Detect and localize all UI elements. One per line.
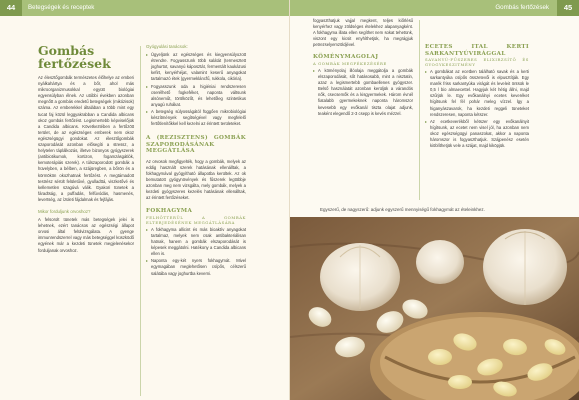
right-page-number: 45 [557, 0, 579, 16]
list-item: ▸ A köményolaj illóolaja meggátolja a gombák elszaporodását, sőt hatásosabb, mint a nisztatin, azaz a legismertebb gombaellenes gyógyszer. Belső használatát azonban kerüljük a várandós nők, csecsemők és a kisgyermekek. Három évnél fiatalabb gyermekeknek naponta háromszor kevesebb egy evőkanál tiszta olajat adjunk, teaként elegendő 2-3 csepp is kevés mézzel. [313, 68, 413, 117]
garlic-heading: FOKHAGYMA [146, 208, 193, 215]
list-item: ▸ Naponta egy-két nyers fokhagymát. Mivel egymagában meglehetősen csípős, célszerű salátába vagy joghurtba keverni. [146, 258, 246, 276]
vinegar-drink-list [425, 69, 529, 149]
list-item: ▸ Ügyeljünk az egészséges és kiegyensúlyozott étrendre. Fogyasszunk több salátát (termesztett joghurtot, savanyú káposztát, fermentált kaukázusi kefirt, kenyérhéjat, valamint keserű anyagokat tartalmazó étek (gyermekláncfű, rukkola, cikória). [146, 52, 246, 82]
left-page-number: 44 [0, 0, 22, 16]
left-running-header [0, 0, 289, 16]
right-column-2 [425, 44, 529, 151]
caraway-oil-list [313, 68, 413, 117]
doctor-subhead: Mikor forduljunk orvoshoz? [38, 208, 91, 214]
photo-caption: Egyszerű, de nagyszerű: adjunk egyszerű mennyiségű fokhagymát az ételeinkhez. [320, 207, 485, 212]
intro-paragraph: Az élesztőgombák természetes élőhelye az emberi nyálkahártya és a bőr, ahol más mikroorganizmusokkal együtt biológiai egyensúlyban élnek. Az utóbbi években azonban megnőtt a gombás eredetű betegségek (mikózisok) száma. Az emberekkel általában a több mint egy tucat faj közül leggyakrabban a Candida albicans okoz gombás fertőzést. Legismertebb képviselőjük a Candida albicans. Következtében a fertőzött terület, de az egészséges emberek nem okoz egészségügyi gondokat. Az élesztőgombák szaporodását azonban elősegíti a stressz, a helytelen táplálkozás, illetve bizonyos gyógyszerek (antibiotikumok, kortizon, fogamzásgátlók, kemoterápiás szerek). A túlszaporodott gombák a hüvelyben, a bélben, a szájüregben, a bőrön és a körmökön okozhatnak fertőzést. A megtámadott testrész sérült felületűvé, gyulladttá, viszketővé és kellemetlen szagúvá válik. Gyakori tünetek a fáradtság, a puffadás, felfúvódás, hasmenés, levertség, az ízületi fájdalmak és fejfájás. [38, 75, 134, 202]
right-column-1 [313, 18, 413, 119]
garlic-subheading: FELHŐTTERÜL A GOMBÁK ELTERJEDÉSÉNEK MEGGÁTLÁSÁRA [146, 214, 246, 225]
column-divider [419, 20, 420, 200]
list-item: ▸ Az ecetkeverékből kétszer egy evőkanálnyit hígítsunk, az ecetet nem visel jól, ha azonban nem okoz egészségügyi panaszokat, akkor a naponta háromszor is fogyaszthatjuk. Szájpenész esetén kiöblíthetjük vele a szájat, majd kiköpjük. [425, 119, 529, 149]
healing-tips-subhead: Gyógyulási tanácsok: [146, 44, 188, 49]
list-item: ▸ A gombákat az ecetben található savak és a kerti sarkantyúka csípős összetevői is elpusztítják. Egy marék friss sarkantyúka virágát és leveleit öntsük le 0,5 l bio almaecettel. Hagyjuk két hétig állni, majd szűrjük le. Egy evőkanálnyi ecetes keveréket hígítsunk fel fél pohár meleg vízzel. Így a higanyászavarok, ha kezdeti reggeli tüneteket rendszeresen, naponta kétszer. [425, 69, 529, 118]
resistant-fungi-heading: A (REZISZTENS) GOMBÁK SZAPORODÁSÁNAK MEGGÁTLÁSA [146, 135, 246, 155]
list-item: ▸ A betegség súlyosságától függően mikrobiológiai készítmények segítségével vagy megfelelő fertőtlenítőkkel kell kezelni az érintett területeket. [146, 109, 246, 127]
vinegar-drink-subheading: SAVANYÚ-FŰSZERES ELIXIRZSÍTŐ ÉS GYOGYKESZITMÉNY [425, 57, 529, 67]
page-title [38, 44, 134, 70]
garlic-illustration [290, 217, 579, 400]
resistant-fungi-paragraph: Az orvosok megfigyelték, hogy a gombák, melyek az eddig használt szerek hatásának ellenálltak, a fokhagymával gyógyítható állapotba kerültek. Az ok bemutatott gyógynövények és fűszerek legtöbbje azonban meg nem vizsgálta, mely gombák, melyek a kezdeti gyógyszeres kezelés hatásának ellenálltak, az érintett fertőzéseket. [146, 158, 246, 201]
caraway-oil-subheading: A GOMBÁK MEGFÉKEZÉSÉRE [313, 60, 387, 66]
garlic-continued-paragraph: fogyaszthatjuk vajjal megkent, teljes kiőrlésű kenyérhez vagy zöldséges ételekhez alapanyagként. A fokhagyma illata ellen segíthet nem sokat tehetünk, viszont egy kicsit enyhíthetjük, ha megrágjuk petrezselyemzöldjével. [313, 18, 413, 48]
garlic-photo [290, 217, 579, 400]
left-column-2 [146, 44, 246, 279]
healing-tips-list [146, 52, 246, 127]
column-divider [140, 46, 141, 396]
list-item: ▸ A fokhagyma allicint és más bioaktív anyagokat tartalmaz, melyek nem csak antibakteriálisan hatnak, hanem a gombák elszaporodását is képesek meggátolni. Hatékony a Candida albicans ellen is. [146, 227, 246, 257]
caraway-oil-heading: KÖMÉNYMAGOLAJ [313, 54, 379, 61]
title-line-1: Gombás [38, 43, 95, 58]
vinegar-drink-heading: ECETES ITAL KERTI SARKANTYÚVIRÁGGAL [425, 44, 529, 57]
doctor-paragraph: A felsorolt tünetek más betegségek jelei is lehetnek, ezért tanácsos az egészségi állapot orvosi által felülvizsgálata. A gyenge immunrendszerrel vagy más betegséggel küszködő egyének már a kezdeti tünetek megjelenésekor forduljanak orvoshoz. [38, 217, 134, 253]
title-line-2: fertőzések [38, 56, 111, 71]
list-item: ▸ Fogyasszunk oda a higiéniai rendszeresen cserélhető fogkeféket, naponta váltsunk alsóneműt, törölközőt, és lehetőleg szintetikus anyagú ruhákat. [146, 84, 246, 108]
garlic-list [146, 227, 246, 277]
left-header-title: Betegségek és receptek [28, 4, 95, 11]
left-column-1 [38, 44, 134, 256]
right-header-title: Gombás fertőzések [495, 4, 549, 11]
right-running-header [290, 0, 579, 16]
